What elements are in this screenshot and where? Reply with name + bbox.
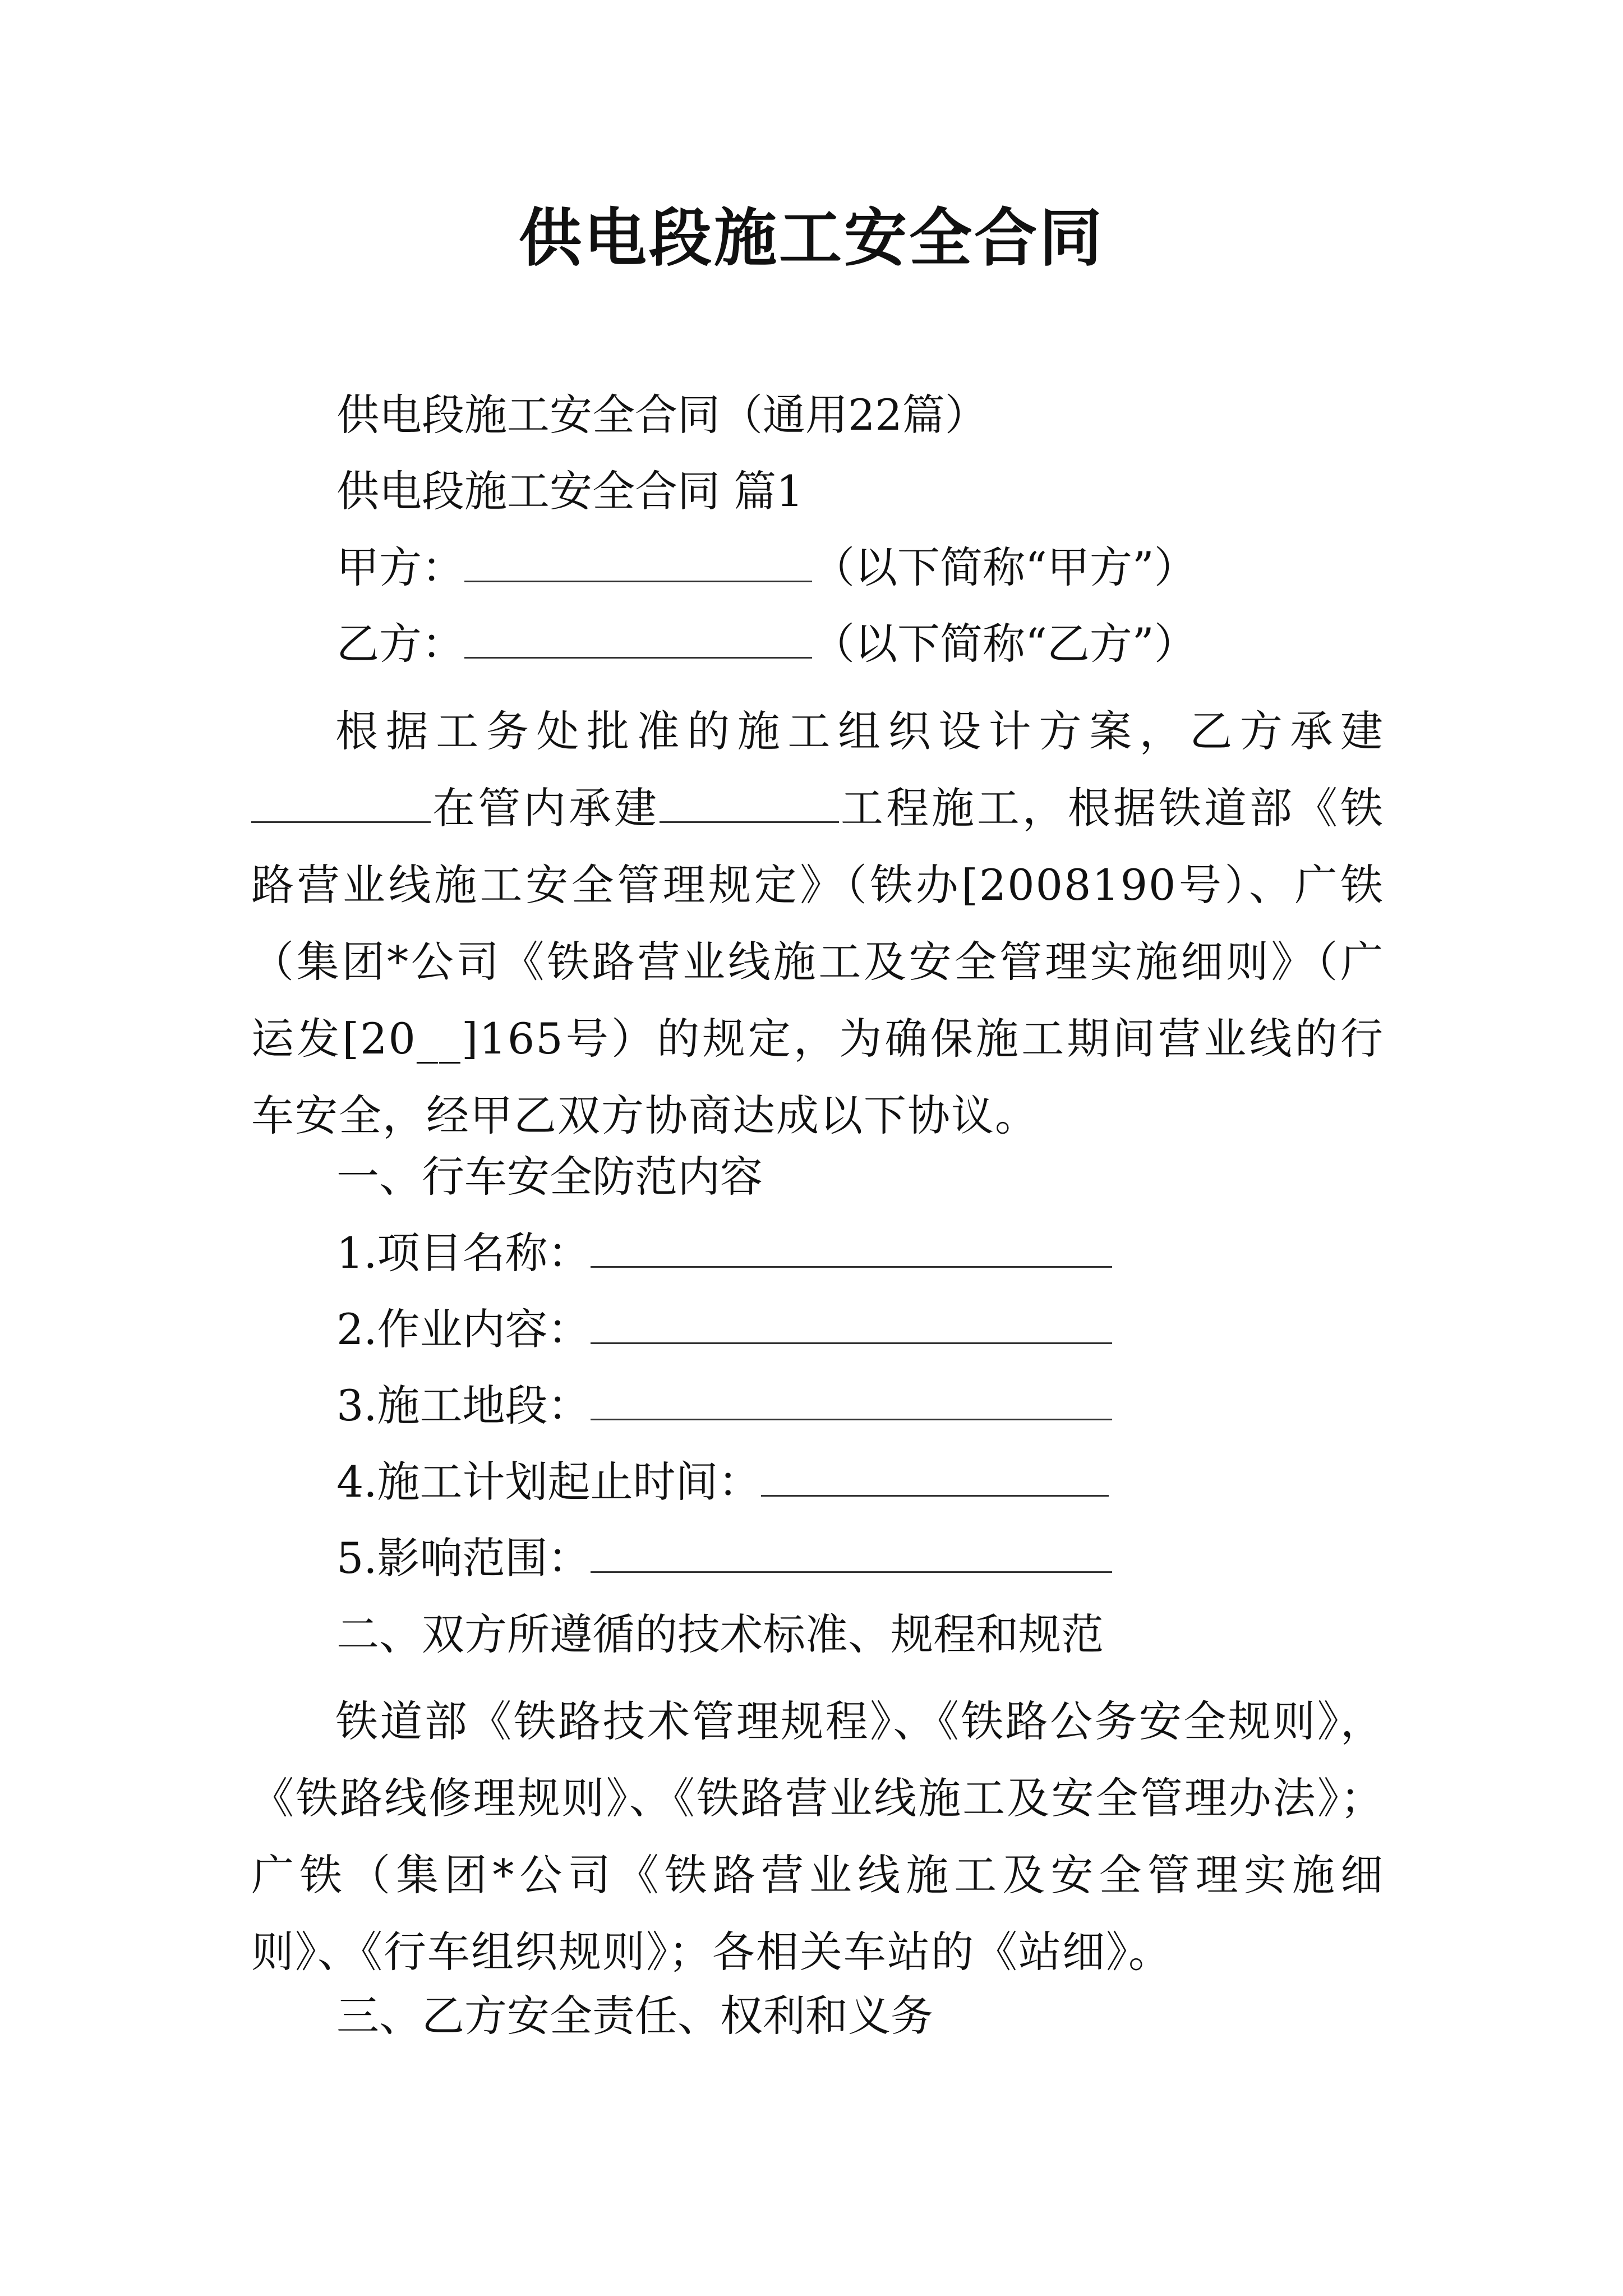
document-title: 供电段施工安全合同 — [519, 201, 1104, 275]
party-a-suffix: （以下简称“甲方”） — [812, 542, 1197, 592]
item-label: 2.作业内容： — [336, 1304, 591, 1354]
party-b-blank — [464, 620, 812, 659]
intro-blank-1 — [251, 784, 431, 823]
intro-blank-2 — [660, 784, 839, 823]
item-label: 3.施工地段： — [336, 1381, 591, 1430]
item-planned-period — [336, 1454, 1109, 1510]
party-a-line — [336, 540, 1197, 596]
item-construction-section — [336, 1378, 1112, 1434]
item-label: 5.影响范围： — [336, 1533, 591, 1583]
item-blank — [591, 1305, 1112, 1344]
item-label: 4.施工计划起止时间： — [336, 1457, 761, 1507]
section-title: 供电段施工安全合同 篇1 — [336, 466, 804, 516]
intro-part3: 工程施工，根据铁道部《铁路营业线施工安全管理规定》（铁办[2008190号）、广铁（集团*公司《铁路营业线施工及安全管理实施细则》（广运发[20__]165号）的规定，为确保施工期间营业线的行车安全，经甲乙双方协商达成以下协议。 — [251, 783, 1384, 1140]
party-a-label: 甲方： — [336, 542, 464, 592]
item-label: 1.项目名称： — [336, 1228, 591, 1278]
item-work-content — [336, 1301, 1112, 1358]
standards-paragraph: 铁道部《铁路技术管理规程》、《铁路公务安全规则》，《铁路线修理规则》、《铁路营业线施工及安全管理办法》；广铁（集团*公司《铁路营业线施工及安全管理实施细则》、《行车组织规则》；各相关车站的《站细》。 — [251, 1696, 1384, 1977]
item-blank — [591, 1229, 1112, 1268]
document-subtitle: 供电段施工安全合同（通用22篇） — [336, 390, 988, 440]
party-b-suffix: （以下简称“乙方”） — [812, 619, 1197, 669]
intro-part1: 根据工务处批准的施工组织设计方案，乙方承建 — [335, 706, 1384, 756]
heading-responsibilities: 三、乙方安全责任、权利和义务 — [336, 1991, 933, 2041]
party-b-label: 乙方： — [336, 619, 464, 669]
item-project-name — [336, 1225, 1112, 1281]
party-b-line — [336, 616, 1197, 672]
heading-safety-content: 一、行车安全防范内容 — [336, 1152, 763, 1202]
intro-part2: 在管内承建 — [431, 783, 660, 833]
item-blank — [591, 1534, 1112, 1573]
item-impact-scope — [336, 1530, 1112, 1586]
item-blank — [591, 1382, 1112, 1420]
party-a-blank — [464, 544, 812, 582]
item-blank — [761, 1458, 1109, 1497]
heading-standards: 二、双方所遵循的技术标准、规程和规范 — [336, 1609, 1104, 1659]
intro-paragraph — [251, 693, 1384, 1164]
